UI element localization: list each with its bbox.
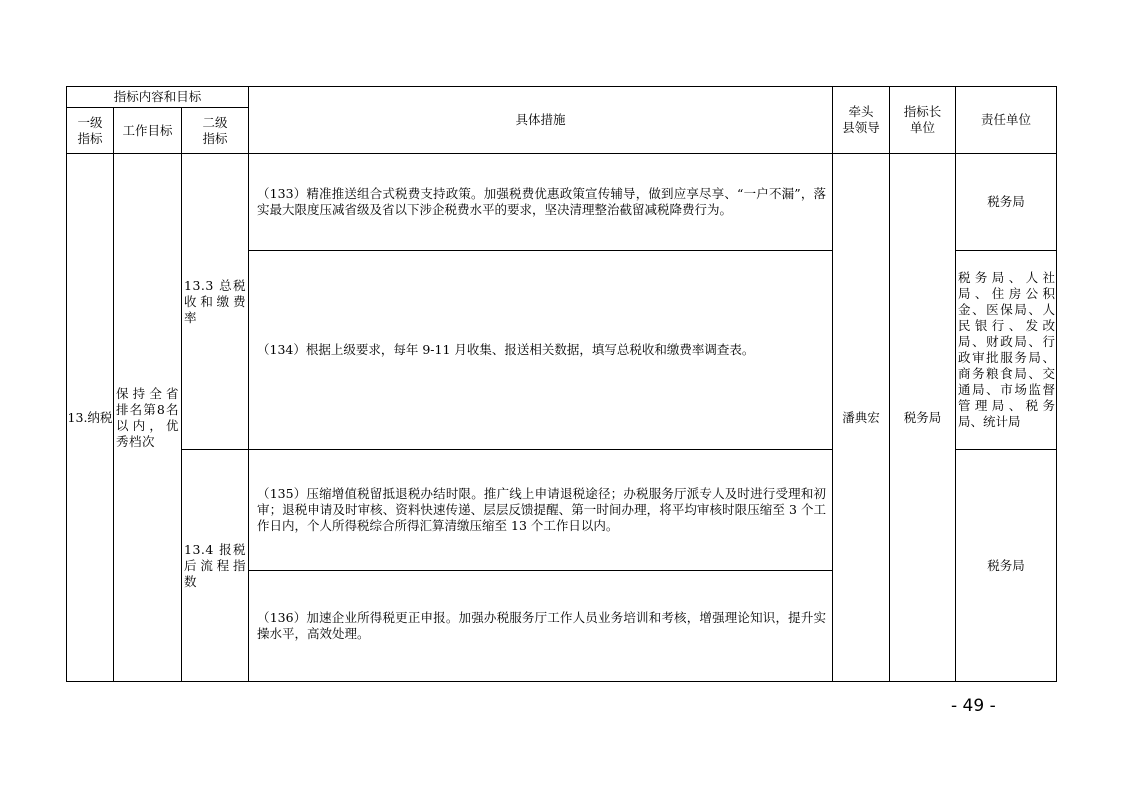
header-level2-indicator: 二级 指标 <box>182 108 249 154</box>
header-work-goal: 工作目标 <box>114 108 182 154</box>
level2-indicator-cell-13-4: 13.4 报税后流程指数 <box>182 450 249 682</box>
indicator-table <box>66 86 1057 682</box>
lead-leader-cell: 潘典宏 <box>833 154 890 682</box>
level1-indicator-cell: 13.纳税 <box>67 154 114 682</box>
header-indicator-content-goal: 指标内容和目标 <box>67 87 249 108</box>
owner-unit-cell: 税务局 <box>890 154 956 682</box>
header-level1-indicator: 一级 指标 <box>67 108 114 154</box>
level2-indicator-cell-13-3: 13.3 总税收和缴费率 <box>182 154 249 450</box>
page-number: - 49 - <box>951 696 996 716</box>
work-goal-cell: 保持全省排名第8名以内，优秀档次 <box>114 154 182 682</box>
header-owner-unit: 指标长 单位 <box>890 87 956 154</box>
measure-133: （133）精准推送组合式税费支持政策。加强税费优惠政策宣传辅导，做到应享尽享、“一户不漏”，落实最大限度压减省级及省以下涉企税费水平的要求，坚决清理整治截留减税降费行为。 <box>249 154 833 251</box>
measure-134: （134）根据上级要求，每年 9-11 月收集、报送相关数据，填写总税收和缴费率调查表。 <box>249 251 833 450</box>
header-measures: 具体措施 <box>249 87 833 154</box>
measure-136: （136）加速企业所得税更正申报。加强办税服务厅工作人员业务培训和考核，增强理论知识，提升实操水平，高效处理。 <box>249 571 833 682</box>
responsible-unit-135-136: 税务局 <box>956 450 1057 682</box>
header-responsible-unit: 责任单位 <box>956 87 1057 154</box>
responsible-unit-133: 税务局 <box>956 154 1057 251</box>
responsible-unit-134: 税务局、人社局、住房公积金、医保局、人民银行、发改局、财政局、行政审批服务局、商务粮食局、交通局、市场监督管理局、税务局、统计局 <box>956 251 1057 450</box>
header-lead-leader: 牵头 县领导 <box>833 87 890 154</box>
measure-135: （135）压缩增值税留抵退税办结时限。推广线上申请退税途径；办税服务厅派专人及时进行受理和初审；退税申请及时审核、资料快速传递、层层反馈提醒、第一时间办理，将平均审核时限压缩至 3 个工作日内，个人所得税综合所得汇算清缴压缩至 13 个工作日以内。 <box>249 450 833 571</box>
